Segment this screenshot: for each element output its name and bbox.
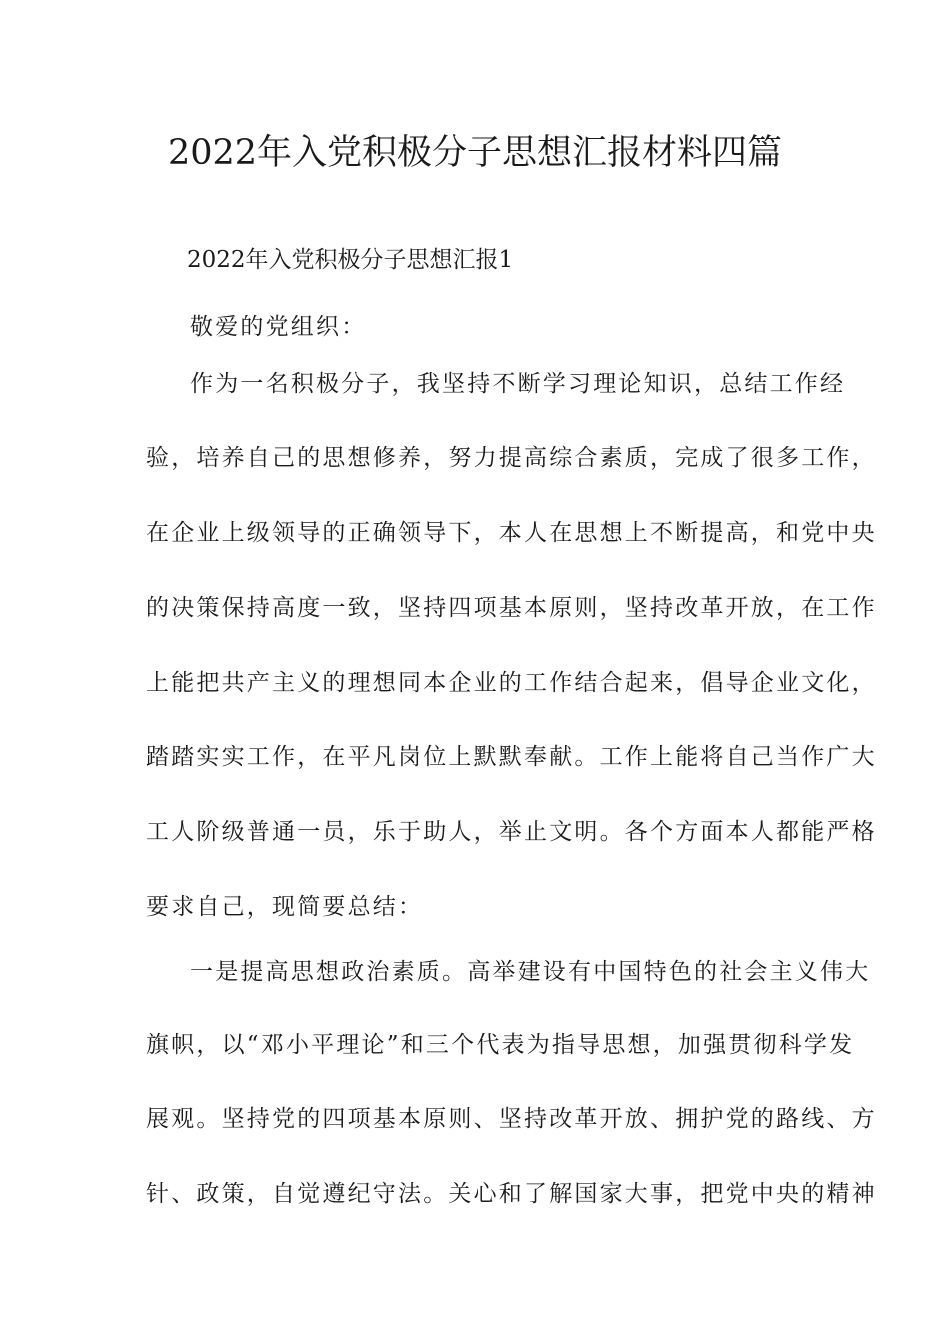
paragraph-line: 踏踏实实工作，在平凡岗位上默默奉献。工作上能将自己当作广大 — [146, 744, 877, 770]
document-title: 2022年入党积极分子思想汇报材料四篇 — [167, 133, 783, 173]
paragraph-line: 一是提高思想政治素质。高举建设有中国特色的社会主义伟大 — [190, 959, 871, 985]
paragraph-line: 针、政策，自觉遵纪守法。关心和了解国家大事，把党中央的精神 — [146, 1181, 877, 1207]
paragraph-line: 旗帜，以“邓小平理论”和三个代表为指导思想，加强贯彻科学发 — [146, 1032, 855, 1058]
paragraph-line: 验，培养自己的思想修养，努力提高综合素质，完成了很多工作， — [146, 445, 877, 471]
paragraph-line: 上能把共产主义的理想同本企业的工作结合起来，倡导企业文化， — [146, 670, 877, 696]
paragraph-line: 展观。坚持党的四项基本原则、坚持改革开放、拥护党的路线、方 — [146, 1106, 877, 1132]
paragraph-line: 作为一名积极分子，我坚持不断学习理论知识，总结工作经 — [190, 371, 846, 397]
paragraph-line: 在企业上级领导的正确领导下，本人在思想上不断提高，和党中央 — [146, 520, 877, 546]
paragraph-line: 工人阶级普通一员，乐于助人，举止文明。各个方面本人都能严格 — [146, 819, 877, 845]
section-heading: 2022年入党积极分子思想汇报1 — [187, 247, 514, 273]
paragraph-line: 要求自己，现简要总结： — [146, 894, 424, 920]
paragraph-line: 的决策保持高度一致，坚持四项基本原则，坚持改革开放，在工作 — [146, 595, 877, 621]
salutation: 敬爱的党组织： — [190, 314, 367, 340]
